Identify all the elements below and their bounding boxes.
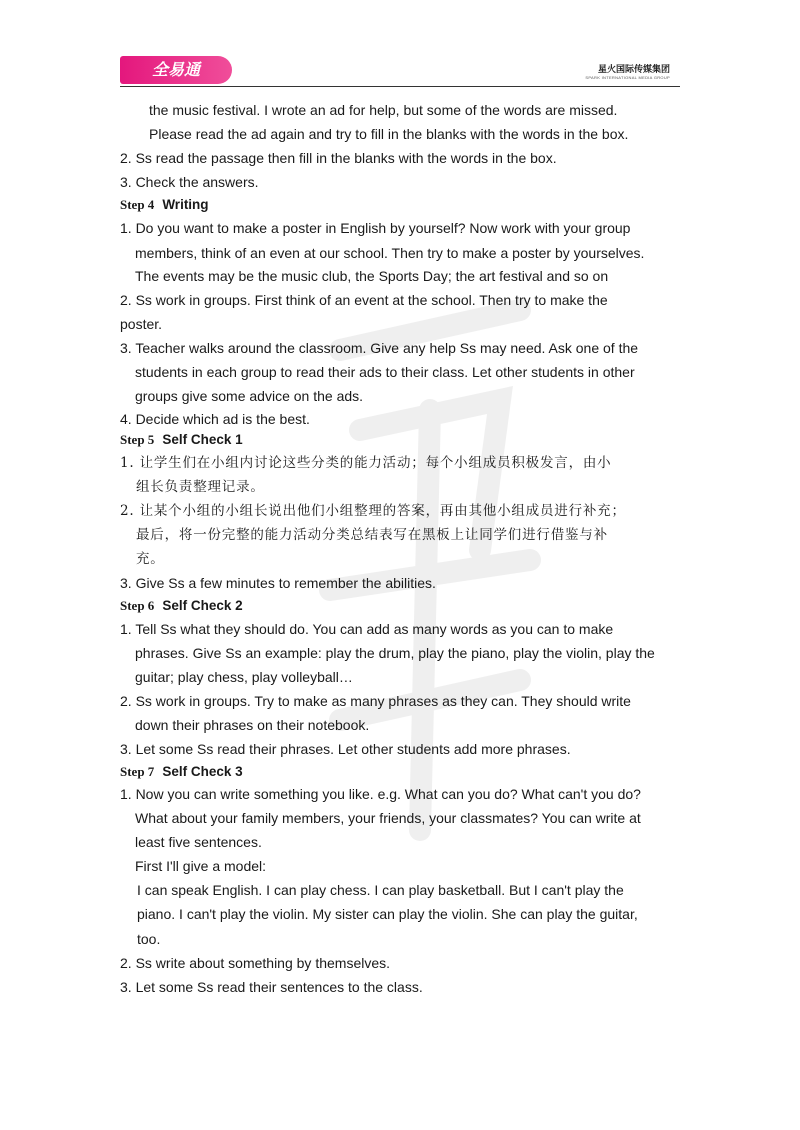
step-title: Self Check 3 xyxy=(162,764,243,779)
text-line: the music festival. I wrote an ad for help, but some of the words are missed. xyxy=(149,102,618,118)
text-line: piano. I can't play the violin. My sister can play the violin. She can play the guitar, xyxy=(137,906,638,922)
logo: 全易通 xyxy=(120,56,232,84)
text-line-cn: 2. 让某个小组的小组长说出他们小组整理的答案，再由其他小组成员进行补充； xyxy=(120,503,626,519)
text-line: down their phrases on their notebook. xyxy=(135,717,370,733)
text-line-cn: 最后，将一份完整的能力活动分类总结表写在黑板上让同学们进行借鉴与补 xyxy=(136,527,608,543)
text-line: 3. Let some Ss read their phrases. Let other students add more phrases. xyxy=(120,741,571,757)
text-line: phrases. Give Ss an example: play the drum, play the piano, play the violin, play the xyxy=(135,645,655,661)
step-heading xyxy=(120,762,243,782)
step-number: Step 4 xyxy=(120,197,155,212)
text-line: First I'll give a model: xyxy=(135,858,267,874)
text-line: poster. xyxy=(120,316,163,332)
text-line-cn: 组长负责整理记录。 xyxy=(136,479,265,495)
publisher-brand xyxy=(585,62,670,80)
step-number: Step 6 xyxy=(120,598,155,613)
step-title: Writing xyxy=(162,197,209,212)
text-line: I can speak English. I can play chess. I can play basketball. But I can't play the xyxy=(137,882,624,898)
brand-name-en: SPARK INTERNATIONAL MEDIA GROUP xyxy=(585,75,670,80)
text-line: 3. Check the answers. xyxy=(120,174,259,190)
text-line: 3. Give Ss a few minutes to remember the abilities. xyxy=(120,575,436,591)
text-line: 1. Tell Ss what they should do. You can add as many words as you can to make xyxy=(120,621,614,637)
step-heading xyxy=(120,195,209,215)
step-heading xyxy=(120,430,243,450)
step-number: Step 5 xyxy=(120,432,155,447)
step-title: Self Check 1 xyxy=(162,432,243,447)
text-line: 4. Decide which ad is the best. xyxy=(120,411,310,427)
step-heading xyxy=(120,596,243,616)
text-line: 1. Do you want to make a poster in English by yourself? Now work with your group xyxy=(120,220,631,236)
text-line: too. xyxy=(137,931,161,947)
text-line-cn: 充。 xyxy=(136,551,165,567)
text-line: The events may be the music club, the Sports Day; the art festival and so on xyxy=(135,268,609,284)
step-title: Self Check 2 xyxy=(162,598,243,613)
text-line: 3. Teacher walks around the classroom. Give any help Ss may need. Ask one of the xyxy=(120,340,639,356)
text-line: 2. Ss work in groups. First think of an event at the school. Then try to make the xyxy=(120,292,608,308)
text-line: groups give some advice on the ads. xyxy=(135,388,364,404)
text-line: 1. Now you can write something you like. e.g. What can you do? What can't you do? xyxy=(120,786,641,802)
text-line: least five sentences. xyxy=(135,834,262,850)
text-line: 2. Ss work in groups. Try to make as many phrases as they can. They should write xyxy=(120,693,631,709)
text-line: guitar; play chess, play volleyball… xyxy=(135,669,353,685)
step-number: Step 7 xyxy=(120,764,155,779)
text-line: 3. Let some Ss read their sentences to the class. xyxy=(120,979,423,995)
text-line: 2. Ss read the passage then fill in the blanks with the words in the box. xyxy=(120,150,557,166)
page-header xyxy=(120,56,680,86)
text-line: Please read the ad again and try to fill in the blanks with the words in the box. xyxy=(149,126,629,142)
text-line: students in each group to read their ads to their class. Let other students in other xyxy=(135,364,635,380)
text-line-cn: 1. 让学生们在小组内讨论这些分类的能力活动；每个小组成员积极发言，由小 xyxy=(120,455,612,471)
text-line: members, think of an even at our school. Then try to make a poster by yourselves. xyxy=(135,245,645,261)
text-line: 2. Ss write about something by themselves. xyxy=(120,955,391,971)
header-divider xyxy=(120,86,680,87)
brand-name-cn: 星火国际传媒集团 xyxy=(597,65,670,75)
text-line: What about your family members, your friends, your classmates? You can write at xyxy=(135,810,641,826)
